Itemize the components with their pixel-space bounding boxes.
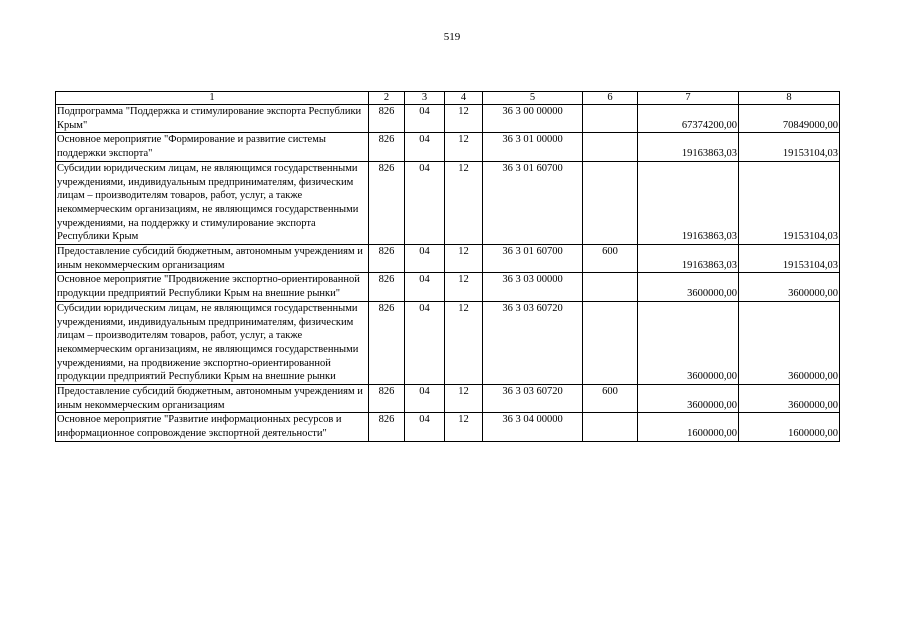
row-sum-7-value: 19163863,03 bbox=[681, 231, 737, 243]
column-header: 3 bbox=[405, 92, 445, 105]
row-code-5: 36 3 01 00000 bbox=[483, 133, 583, 161]
row-code-2: 826 bbox=[369, 245, 405, 273]
row-code-2: 826 bbox=[369, 273, 405, 301]
row-code-6: 600 bbox=[583, 385, 638, 413]
column-header: 4 bbox=[445, 92, 483, 105]
page-number: 519 bbox=[443, 31, 461, 43]
row-name: Субсидии юридическим лицам, не являющимся государственными учреждениями, индивидуальным предпринимателям, физическим лицам – производителям товаров, работ, услуг, а также некоммерческим организациям, не являющимся государственными учреждениями, на продвижение экспортно-ориентированной продукции предприятий Республики Крым на внешние рынки bbox=[56, 301, 369, 384]
table-row bbox=[56, 385, 840, 413]
row-sum-7-value: 19163863,03 bbox=[681, 148, 737, 160]
row-code-2: 826 bbox=[369, 133, 405, 161]
row-sum-8-value: 1600000,00 bbox=[788, 428, 838, 440]
row-code-5: 36 3 01 60700 bbox=[483, 161, 583, 244]
table-row bbox=[56, 105, 840, 133]
row-sum-8 bbox=[739, 105, 840, 133]
row-code-4: 12 bbox=[445, 413, 483, 441]
row-sum-8-value: 70849000,00 bbox=[782, 119, 838, 131]
row-sum-8 bbox=[739, 245, 840, 273]
row-sum-8 bbox=[739, 301, 840, 384]
row-sum-8 bbox=[739, 413, 840, 441]
row-code-6 bbox=[583, 105, 638, 133]
row-sum-7-value: 3600000,00 bbox=[687, 371, 737, 383]
row-sum-7 bbox=[638, 273, 739, 301]
row-name: Основное мероприятие "Развитие информационных ресурсов и информационное сопровождение экспортной деятельности" bbox=[56, 413, 369, 441]
row-code-6 bbox=[583, 133, 638, 161]
row-code-5: 36 3 03 00000 bbox=[483, 273, 583, 301]
table-row bbox=[56, 301, 840, 384]
row-sum-8-value: 19153104,03 bbox=[782, 148, 838, 160]
column-header: 5 bbox=[483, 92, 583, 105]
row-sum-7-value: 67374200,00 bbox=[681, 119, 737, 131]
row-code-5: 36 3 04 00000 bbox=[483, 413, 583, 441]
row-sum-8 bbox=[739, 273, 840, 301]
row-code-3: 04 bbox=[405, 413, 445, 441]
row-code-5: 36 3 03 60720 bbox=[483, 301, 583, 384]
column-header: 6 bbox=[583, 92, 638, 105]
row-name: Основное мероприятие "Формирование и развитие системы поддержки экспорта" bbox=[56, 133, 369, 161]
row-name: Подпрограмма "Поддержка и стимулирование экспорта Республики Крым" bbox=[56, 105, 369, 133]
row-code-3: 04 bbox=[405, 385, 445, 413]
row-sum-8 bbox=[739, 161, 840, 244]
row-sum-8-value: 19153104,03 bbox=[782, 231, 838, 243]
row-name: Предоставление субсидий бюджетным, автономным учреждениям и иным некоммерческим организациям bbox=[56, 245, 369, 273]
row-code-3: 04 bbox=[405, 245, 445, 273]
row-name: Субсидии юридическим лицам, не являющимся государственными учреждениями, индивидуальным предпринимателям, физическим лицам – производителям товаров, работ, услуг, а также некоммерческим организациям, не являющимся государственными учреждениями, на поддержку и стимулирование экспорта Республики Крым bbox=[56, 161, 369, 244]
row-code-6 bbox=[583, 161, 638, 244]
table-row bbox=[56, 161, 840, 244]
table-row bbox=[56, 413, 840, 441]
row-code-3: 04 bbox=[405, 273, 445, 301]
row-code-4: 12 bbox=[445, 273, 483, 301]
row-sum-7 bbox=[638, 105, 739, 133]
row-sum-7 bbox=[638, 301, 739, 384]
row-sum-7-value: 3600000,00 bbox=[687, 399, 737, 411]
budget-table bbox=[55, 91, 840, 442]
row-sum-7 bbox=[638, 413, 739, 441]
row-sum-8 bbox=[739, 385, 840, 413]
row-name: Предоставление субсидий бюджетным, автономным учреждениям и иным некоммерческим организациям bbox=[56, 385, 369, 413]
row-sum-7-value: 3600000,00 bbox=[687, 288, 737, 300]
row-code-4: 12 bbox=[445, 133, 483, 161]
row-sum-8-value: 3600000,00 bbox=[788, 371, 838, 383]
row-sum-7-value: 19163863,03 bbox=[681, 259, 737, 271]
row-code-2: 826 bbox=[369, 413, 405, 441]
row-code-5: 36 3 01 60700 bbox=[483, 245, 583, 273]
row-code-4: 12 bbox=[445, 385, 483, 413]
row-sum-7 bbox=[638, 245, 739, 273]
row-code-5: 36 3 00 00000 bbox=[483, 105, 583, 133]
row-code-2: 826 bbox=[369, 105, 405, 133]
row-sum-7 bbox=[638, 161, 739, 244]
table-row bbox=[56, 245, 840, 273]
row-sum-8 bbox=[739, 133, 840, 161]
row-sum-8-value: 3600000,00 bbox=[788, 288, 838, 300]
column-header: 1 bbox=[56, 92, 369, 105]
row-code-4: 12 bbox=[445, 245, 483, 273]
row-code-6 bbox=[583, 273, 638, 301]
row-code-2: 826 bbox=[369, 385, 405, 413]
column-header: 2 bbox=[369, 92, 405, 105]
row-code-4: 12 bbox=[445, 161, 483, 244]
row-code-6 bbox=[583, 301, 638, 384]
row-code-3: 04 bbox=[405, 301, 445, 384]
row-code-2: 826 bbox=[369, 301, 405, 384]
row-sum-7 bbox=[638, 385, 739, 413]
column-header: 7 bbox=[638, 92, 739, 105]
row-code-3: 04 bbox=[405, 105, 445, 133]
row-code-4: 12 bbox=[445, 105, 483, 133]
row-code-6 bbox=[583, 413, 638, 441]
row-code-2: 826 bbox=[369, 161, 405, 244]
row-name: Основное мероприятие "Продвижение экспортно-ориентированной продукции предприятий Республики Крым на внешние рынки" bbox=[56, 273, 369, 301]
table-row bbox=[56, 273, 840, 301]
row-code-3: 04 bbox=[405, 133, 445, 161]
row-code-4: 12 bbox=[445, 301, 483, 384]
header-row bbox=[56, 92, 840, 105]
row-sum-7 bbox=[638, 133, 739, 161]
row-sum-8-value: 3600000,00 bbox=[788, 399, 838, 411]
table-row bbox=[56, 133, 840, 161]
row-sum-8-value: 19153104,03 bbox=[782, 259, 838, 271]
row-code-6: 600 bbox=[583, 245, 638, 273]
row-code-3: 04 bbox=[405, 161, 445, 244]
row-sum-7-value: 1600000,00 bbox=[687, 428, 737, 440]
row-code-5: 36 3 03 60720 bbox=[483, 385, 583, 413]
column-header: 8 bbox=[739, 92, 840, 105]
